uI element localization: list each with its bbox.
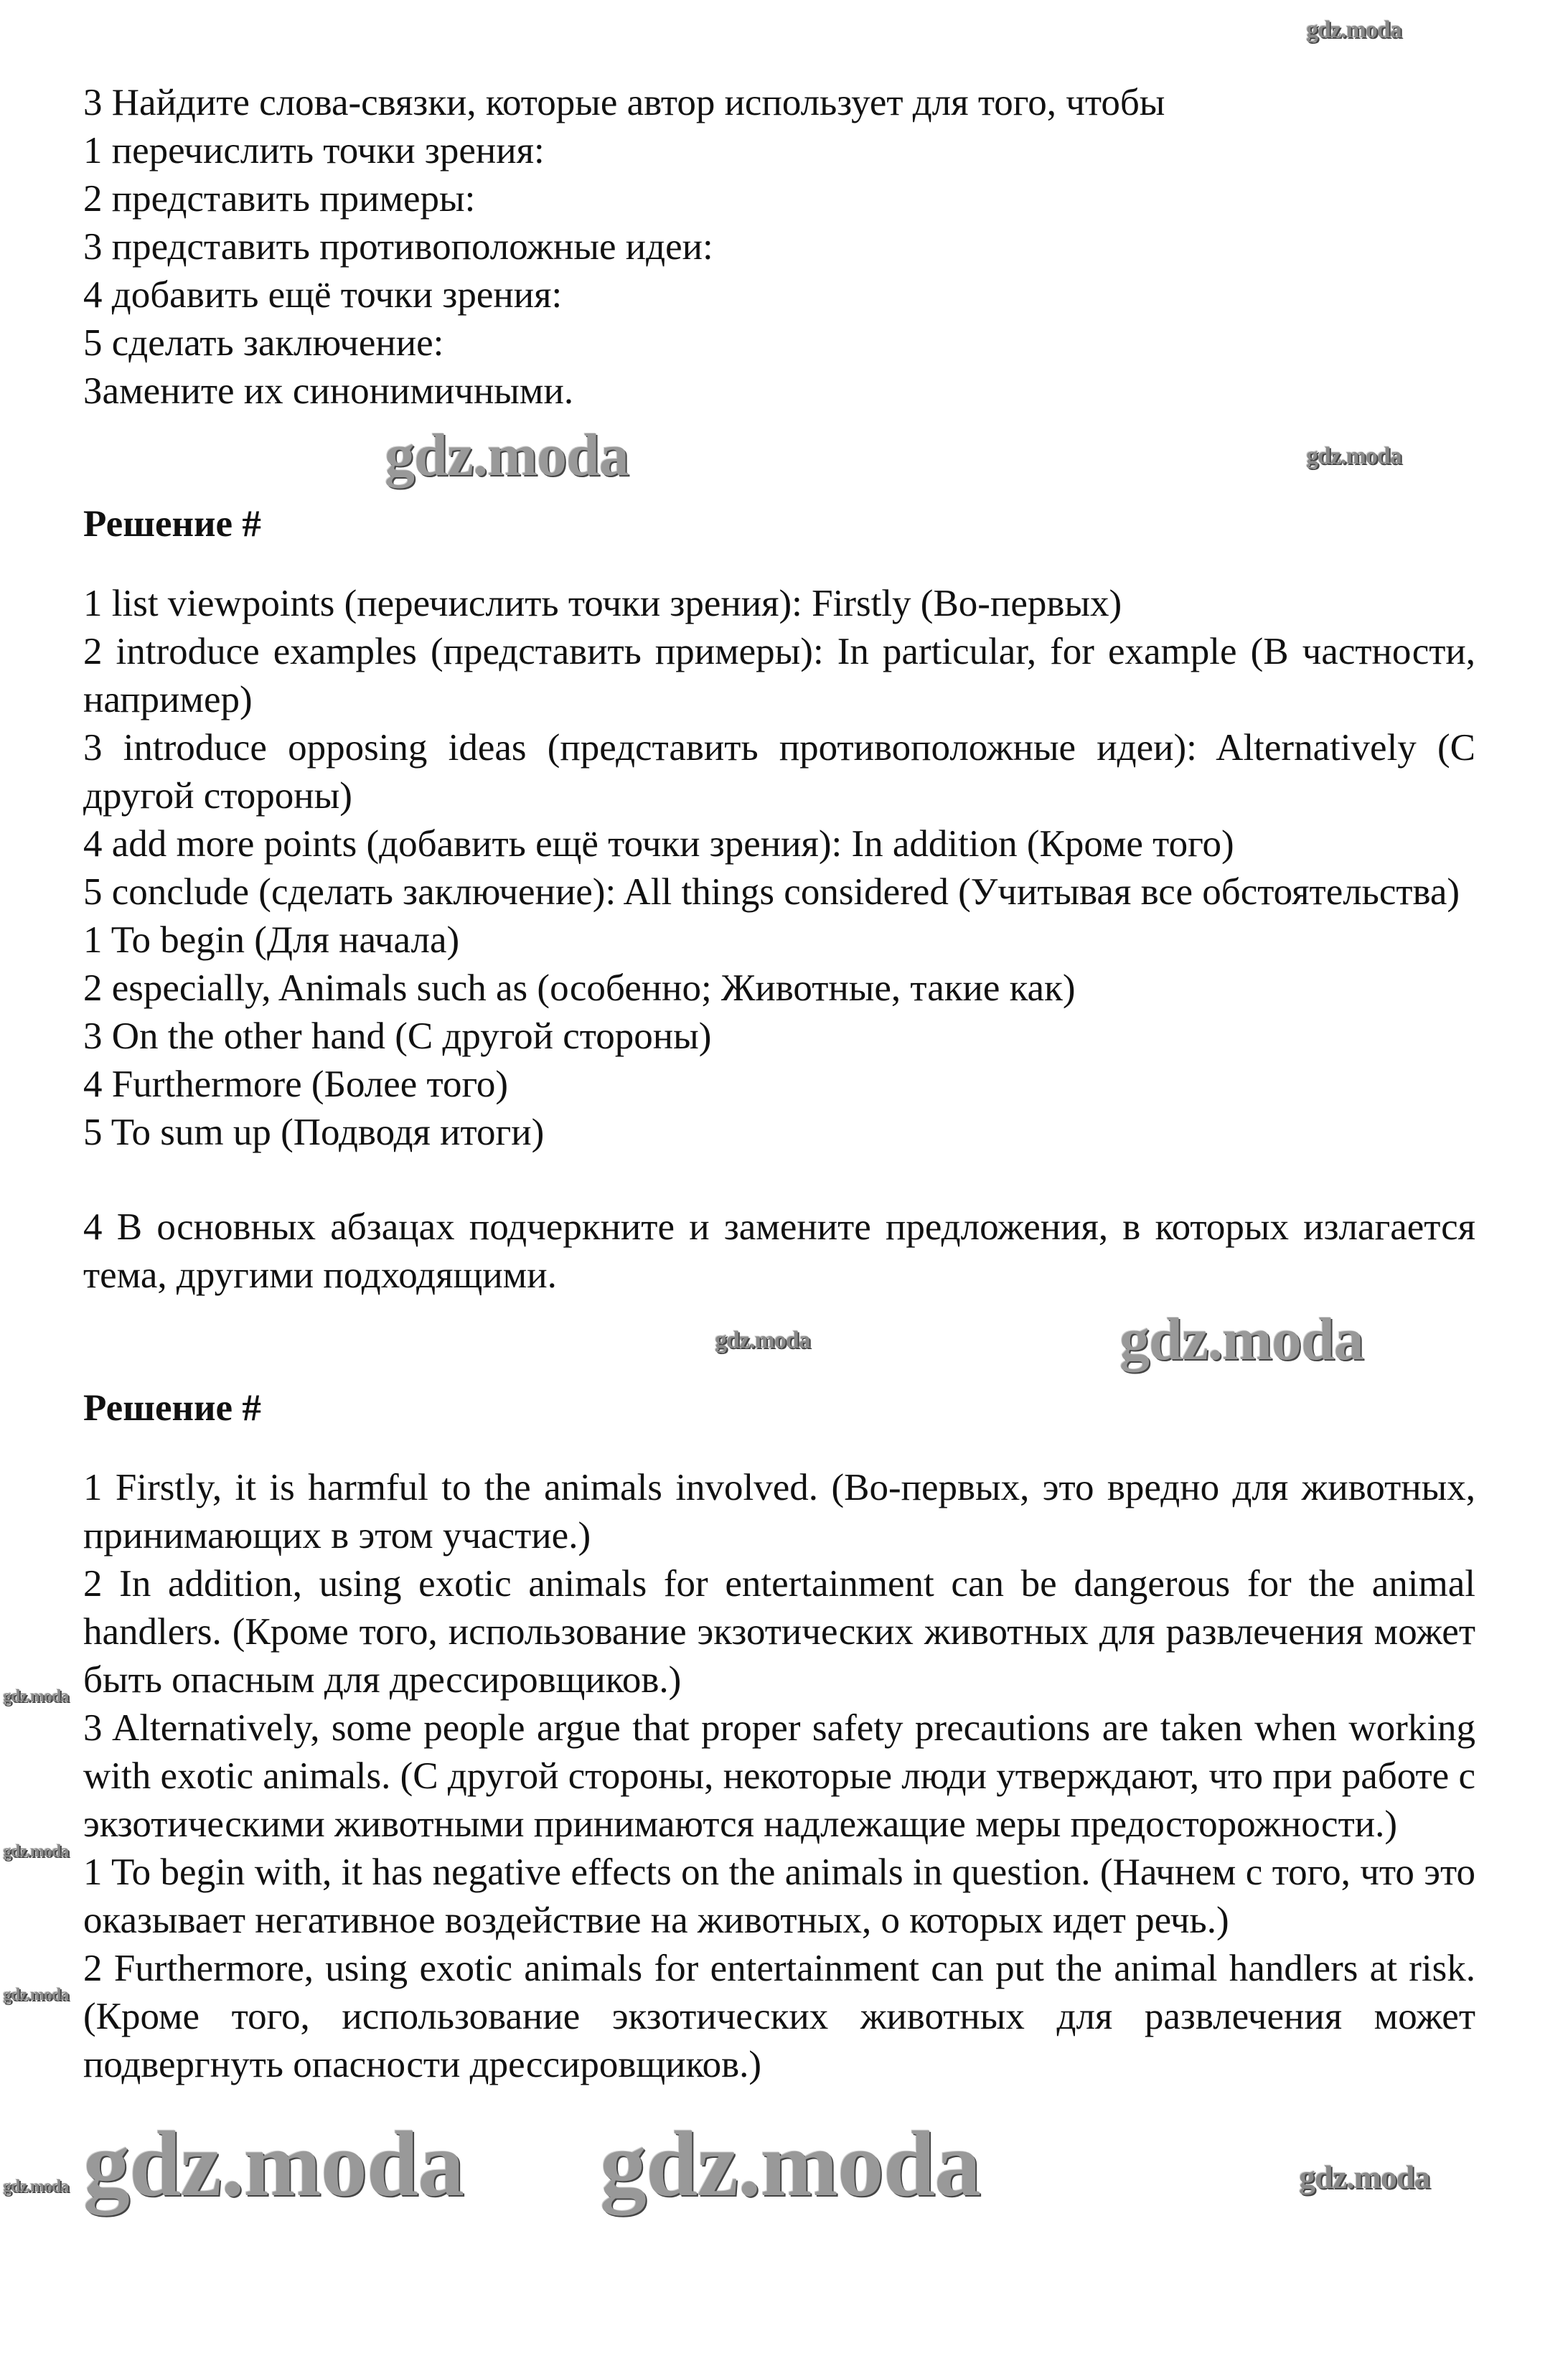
solution-line: 1 To begin (Для начала) [83, 919, 460, 961]
task3-item: 4 добавить ещё точки зрения: [83, 274, 563, 316]
solution-line: 5 conclude (сделать заключение): All things considered (Учитывая все обстоятельства) [83, 871, 1460, 913]
solution-line: 2 Furthermore, using exotic animals for entertainment can put the animal handlers at risk. (Кроме того, использование экзотических животных для развлечения может подвергнуть опасности дрессировщиков.) [83, 1948, 1475, 2085]
solution-line: 4 Furthermore (Более того) [83, 1064, 509, 1105]
solution-line: 2 especially, Animals such as (особенно; Животные, такие как) [83, 967, 1076, 1009]
watermark-footer [83, 2103, 1475, 2240]
watermark: gdz.moda [1306, 17, 1402, 43]
task3-instruction: Замените их синонимичными. [83, 370, 574, 412]
watermark-gap [83, 1300, 1475, 1384]
task3-item: 3 представить противоположные идеи: [83, 226, 713, 268]
watermark: gdz.moda [1299, 2159, 1430, 2195]
watermark: gdz.moda [385, 422, 629, 489]
solution2-heading: Решение # [83, 1387, 261, 1429]
watermark-gap [83, 415, 1475, 500]
watermark: gdz.moda [600, 2113, 981, 2216]
solution-line: 2 introduce examples (представить примеры): In particular, for example (В частности, например) [83, 631, 1475, 720]
task3-title: 3 Найдите слова-связки, которые автор использует для того, чтобы [83, 82, 1165, 123]
task3-item: 2 представить примеры: [83, 178, 476, 220]
solution-line: 4 add more points (добавить ещё точки зрения): In addition (Кроме того) [83, 823, 1234, 865]
solution-line: 2 In addition, using exotic animals for entertainment can be dangerous for the animal handlers. (Кроме того, использование экзотических животных для развлечения может быть опасным для дрессировщиков.) [83, 1563, 1475, 1701]
solution-line: 5 To sum up (Подводя итоги) [83, 1112, 545, 1153]
watermark: gdz.moda [3, 1986, 69, 2004]
watermark: gdz.moda [715, 1327, 810, 1353]
watermark: gdz.moda [3, 1842, 69, 1861]
solution-line: 1 To begin with, it has negative effects on the animals in question. (Начнем с того, что это оказывает негативное воздействие на животных, о которых идет речь.) [83, 1851, 1475, 1941]
solution-line: 3 introduce opposing ideas (представить противоположные идеи): Alternatively (С другой стороны) [83, 727, 1475, 817]
watermark: gdz.moda [83, 2113, 464, 2216]
solution-line: 1 list viewpoints (перечислить точки зрения): Firstly (Во-первых) [83, 583, 1122, 624]
solution1-heading: Решение # [83, 503, 261, 545]
task3-item: 5 сделать заключение: [83, 322, 444, 364]
task3-item: 1 перечислить точки зрения: [83, 130, 545, 172]
watermark: gdz.moda [1119, 1306, 1363, 1373]
watermark: gdz.moda [3, 2177, 69, 2196]
solution1-list [83, 580, 1475, 1157]
solution2-list [83, 1464, 1475, 2089]
watermark: gdz.moda [3, 1687, 69, 1706]
solution-line: 1 Firstly, it is harmful to the animals involved. (Во-первых, это вредно для животных, принимающих в этом участие.) [83, 1467, 1475, 1557]
solution-line: 3 Alternatively, some people argue that proper safety precautions are taken when working with exotic animals. (С другой стороны, некоторые люди утверждают, что при работе с экзотическими животными принимаются надлежащие меры предосторожности.) [83, 1707, 1475, 1845]
document-page [83, 79, 1475, 2240]
task4-text: 4 В основных абзацах подчеркните и замените предложения, в которых излагается тема, другими подходящими. [83, 1206, 1475, 1296]
solution-line: 3 On the other hand (С другой стороны) [83, 1015, 712, 1057]
watermark: gdz.moda [1306, 443, 1402, 469]
